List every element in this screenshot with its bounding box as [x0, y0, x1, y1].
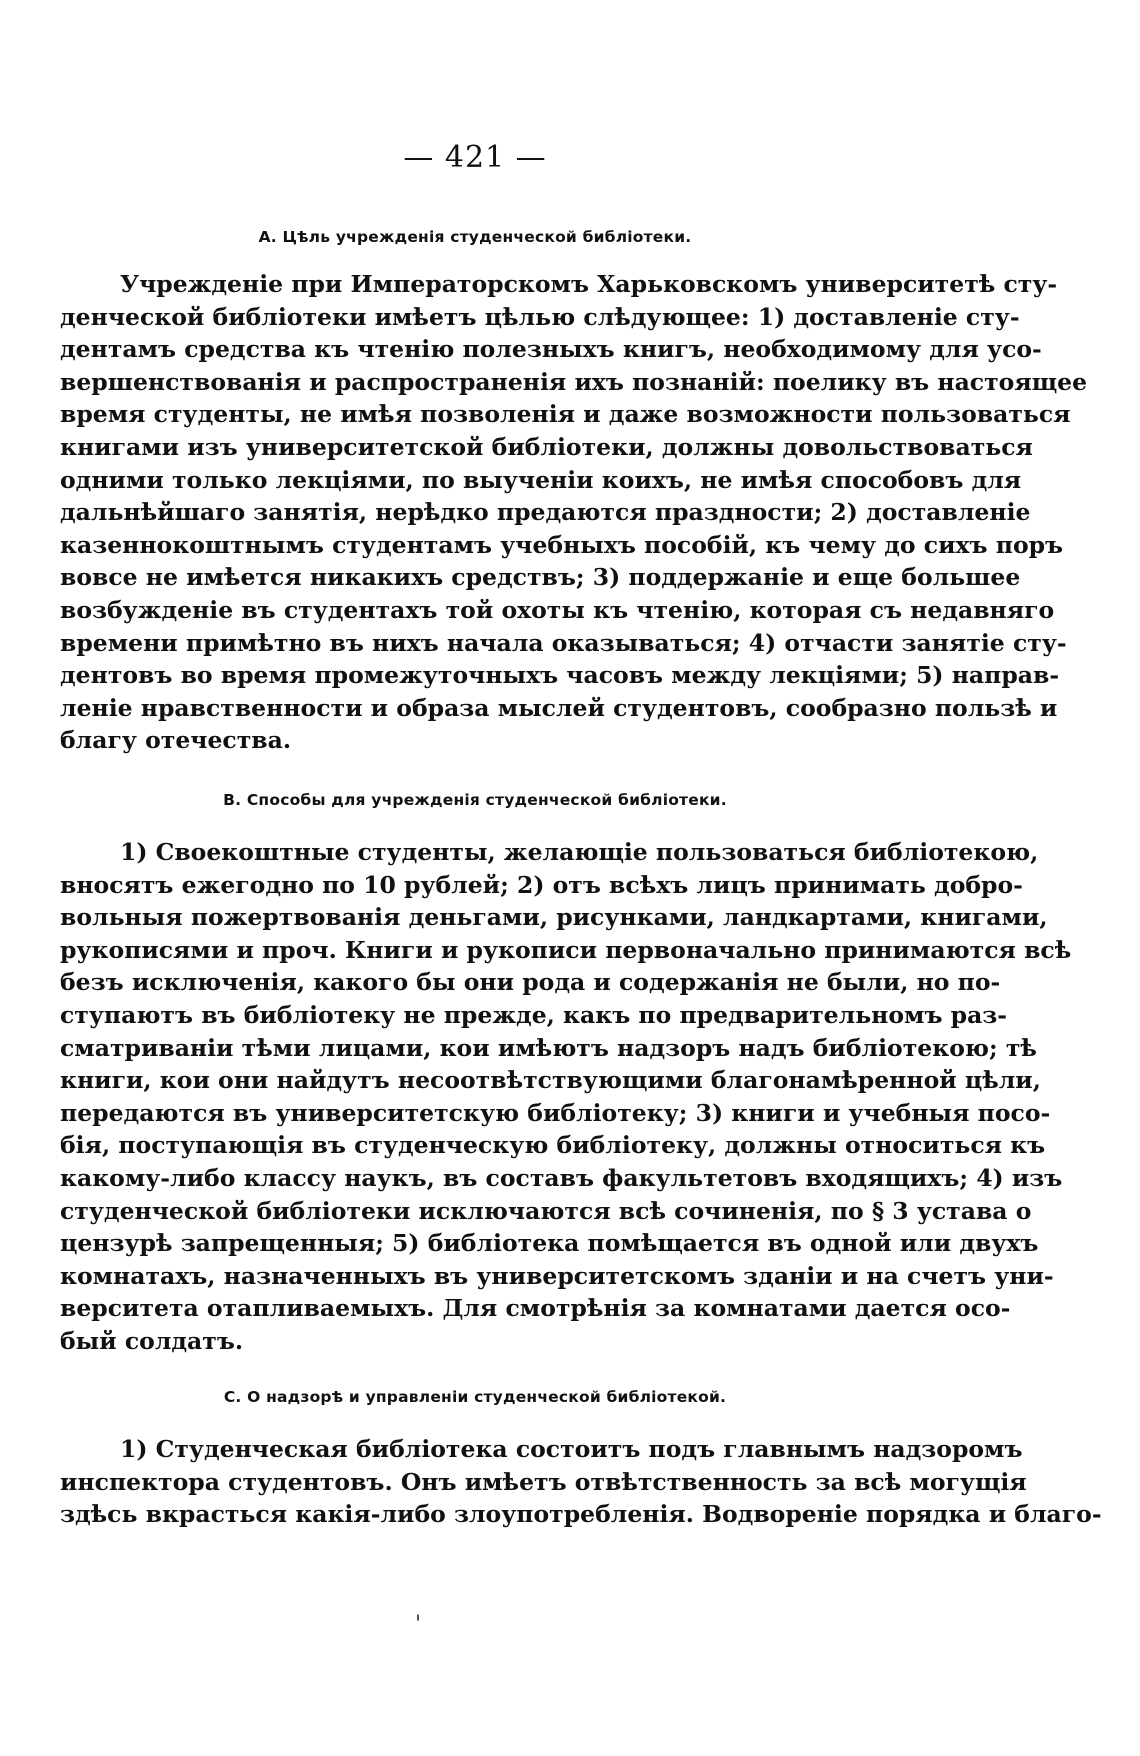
text-line: 1) Своекоштные студенты, желающіе пользоваться библіотекою,: [120, 838, 1039, 866]
text-line: ступаютъ въ библіотеку не прежде, какъ по предварительномъ раз-: [60, 1000, 1008, 1029]
text-line: бый солдатъ.: [60, 1326, 244, 1355]
text-line: вносятъ ежегодно по 10 рублей; 2) отъ всѣхъ лицъ принимать добро-: [60, 870, 1023, 899]
text-line: дентамъ средства къ чтенію полезныхъ книгъ, необходимому для усо-: [60, 335, 1042, 364]
text-line: книгами изъ университетской библіотеки, должны довольствоваться: [60, 432, 1033, 461]
text-line: верситета отапливаемыхъ. Для смотрѣнія за комнатами дается осо-: [60, 1294, 1011, 1323]
text-line: рукописями и проч. Книги и рукописи первоначально принимаются всѣ: [60, 935, 1072, 964]
text-line: инспектора студентовъ. Онъ имѣетъ отвѣтственность за всѣ могущія: [60, 1467, 1027, 1496]
text-line: комнатахъ, назначенныхъ въ университетскомъ зданіи и на счетъ уни-: [60, 1261, 1054, 1290]
text-line: казеннокоштнымъ студентамъ учебныхъ пособій, къ чему до сихъ поръ: [60, 530, 1064, 559]
section-b-paragraph: [60, 836, 1072, 1358]
section-a-heading: А. Цѣль учрежденія студенческой библіотеки.: [258, 228, 692, 246]
section-c-heading: С. О надзорѣ и управленіи студенческой библіотекой.: [223, 1388, 727, 1406]
text-line: денческой библіотеки имѣетъ цѣлью слѣдующее: 1) доставленіе сту-: [60, 302, 1020, 331]
section-b-heading: В. Способы для учрежденія студенческой библіотеки.: [223, 791, 727, 809]
text-line: книги, кои они найдутъ несоотвѣтствующими благонамѣренной цѣли,: [60, 1066, 1041, 1095]
text-line: благу отечества.: [60, 726, 292, 755]
stray-ink-mark: ': [415, 1612, 422, 1637]
text-line: вершенствованія и распространенія ихъ познаній: поелику въ настоящее: [60, 367, 1088, 396]
text-line: вольныя пожертвованія деньгами, рисунками, ландкартами, книгами,: [60, 903, 1048, 932]
text-line: вовсе не имѣется никакихъ средствъ; 3) поддержаніе и еще большее: [60, 563, 1021, 592]
text-line: леніе нравственности и образа мыслей студентовъ, сообразно пользѣ и: [60, 693, 1058, 722]
text-line: дентовъ во время промежуточныхъ часовъ между лекціями; 5) направ-: [60, 661, 1060, 690]
text-line: безъ исключенія, какого бы они рода и содержанія не были, но по-: [60, 968, 1001, 997]
text-line: 1) Студенческая библіотека состоитъ подъ главнымъ надзоромъ: [120, 1435, 1023, 1463]
text-line: сматриваніи тѣми лицами, кои имѣютъ надзоръ надъ библіотекою; тѣ: [60, 1033, 1037, 1062]
text-line: время студенты, не имѣя позволенія и даже возможности пользоваться: [60, 400, 1071, 429]
page-number: — 421 —: [403, 140, 547, 175]
section-a-paragraph: [60, 268, 1088, 757]
text-line: какому-либо классу наукъ, въ составъ факультетовъ входящихъ; 4) изъ: [60, 1163, 1063, 1192]
text-line: передаются въ университетскую библіотеку; 3) книги и учебныя посо-: [60, 1098, 1051, 1127]
text-line: времени примѣтно въ нихъ начала оказываться; 4) отчасти занятіе сту-: [60, 628, 1067, 657]
text-line: цензурѣ запрещенныя; 5) библіотека помѣщается въ одной или двухъ: [60, 1229, 1039, 1258]
text-line: бія, поступающія въ студенческую библіотеку, должны относиться къ: [60, 1131, 1046, 1160]
text-line: дальнѣйшаго занятія, нерѣдко предаются праздности; 2) доставленіе: [60, 498, 1031, 527]
section-c-paragraph: [60, 1433, 1102, 1531]
text-line: Учрежденіе при Императорскомъ Харьковскомъ университетѣ сту-: [120, 270, 1058, 298]
text-line: возбужденіе въ студентахъ той охоты къ чтенію, которая съ недавняго: [60, 595, 1055, 624]
text-line: здѣсь вкрасться какія-либо злоупотребленія. Водвореніе порядка и благо-: [60, 1500, 1102, 1529]
text-line: одними только лекціями, по выученіи коихъ, не имѣя способовъ для: [60, 465, 1022, 494]
text-line: студенческой библіотеки исключаются всѣ сочиненія, по § 3 устава о: [60, 1196, 1032, 1225]
